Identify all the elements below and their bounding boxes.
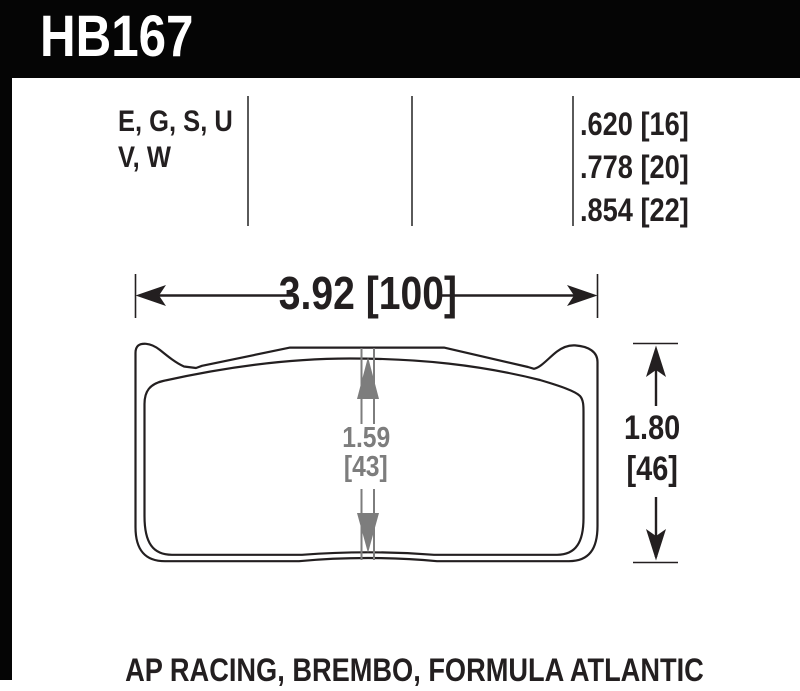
thickness-option-1: .620 [16] bbox=[580, 106, 689, 142]
overall-height-label-in: 1.80 bbox=[623, 409, 681, 447]
overall-height-label-mm: [46] bbox=[626, 450, 678, 488]
part-number: HB167 bbox=[40, 4, 194, 69]
compound-codes-line1: E, G, S, U bbox=[118, 105, 233, 138]
friction-height-label-in: 1.59 bbox=[341, 422, 390, 454]
compound-codes-line2: V, W bbox=[118, 141, 171, 174]
applications-caption: AP RACING, BREMBO, FORMULA ATLANTIC bbox=[124, 652, 704, 688]
thickness-option-2: .778 [20] bbox=[580, 149, 689, 185]
thickness-option-3: .854 [22] bbox=[580, 192, 689, 228]
friction-height-label-mm: [43] bbox=[344, 451, 388, 483]
friction-arrowhead-down bbox=[357, 513, 379, 553]
friction-arrowhead-up bbox=[357, 357, 379, 399]
overall-width-label: 3.92 [100] bbox=[278, 267, 458, 319]
